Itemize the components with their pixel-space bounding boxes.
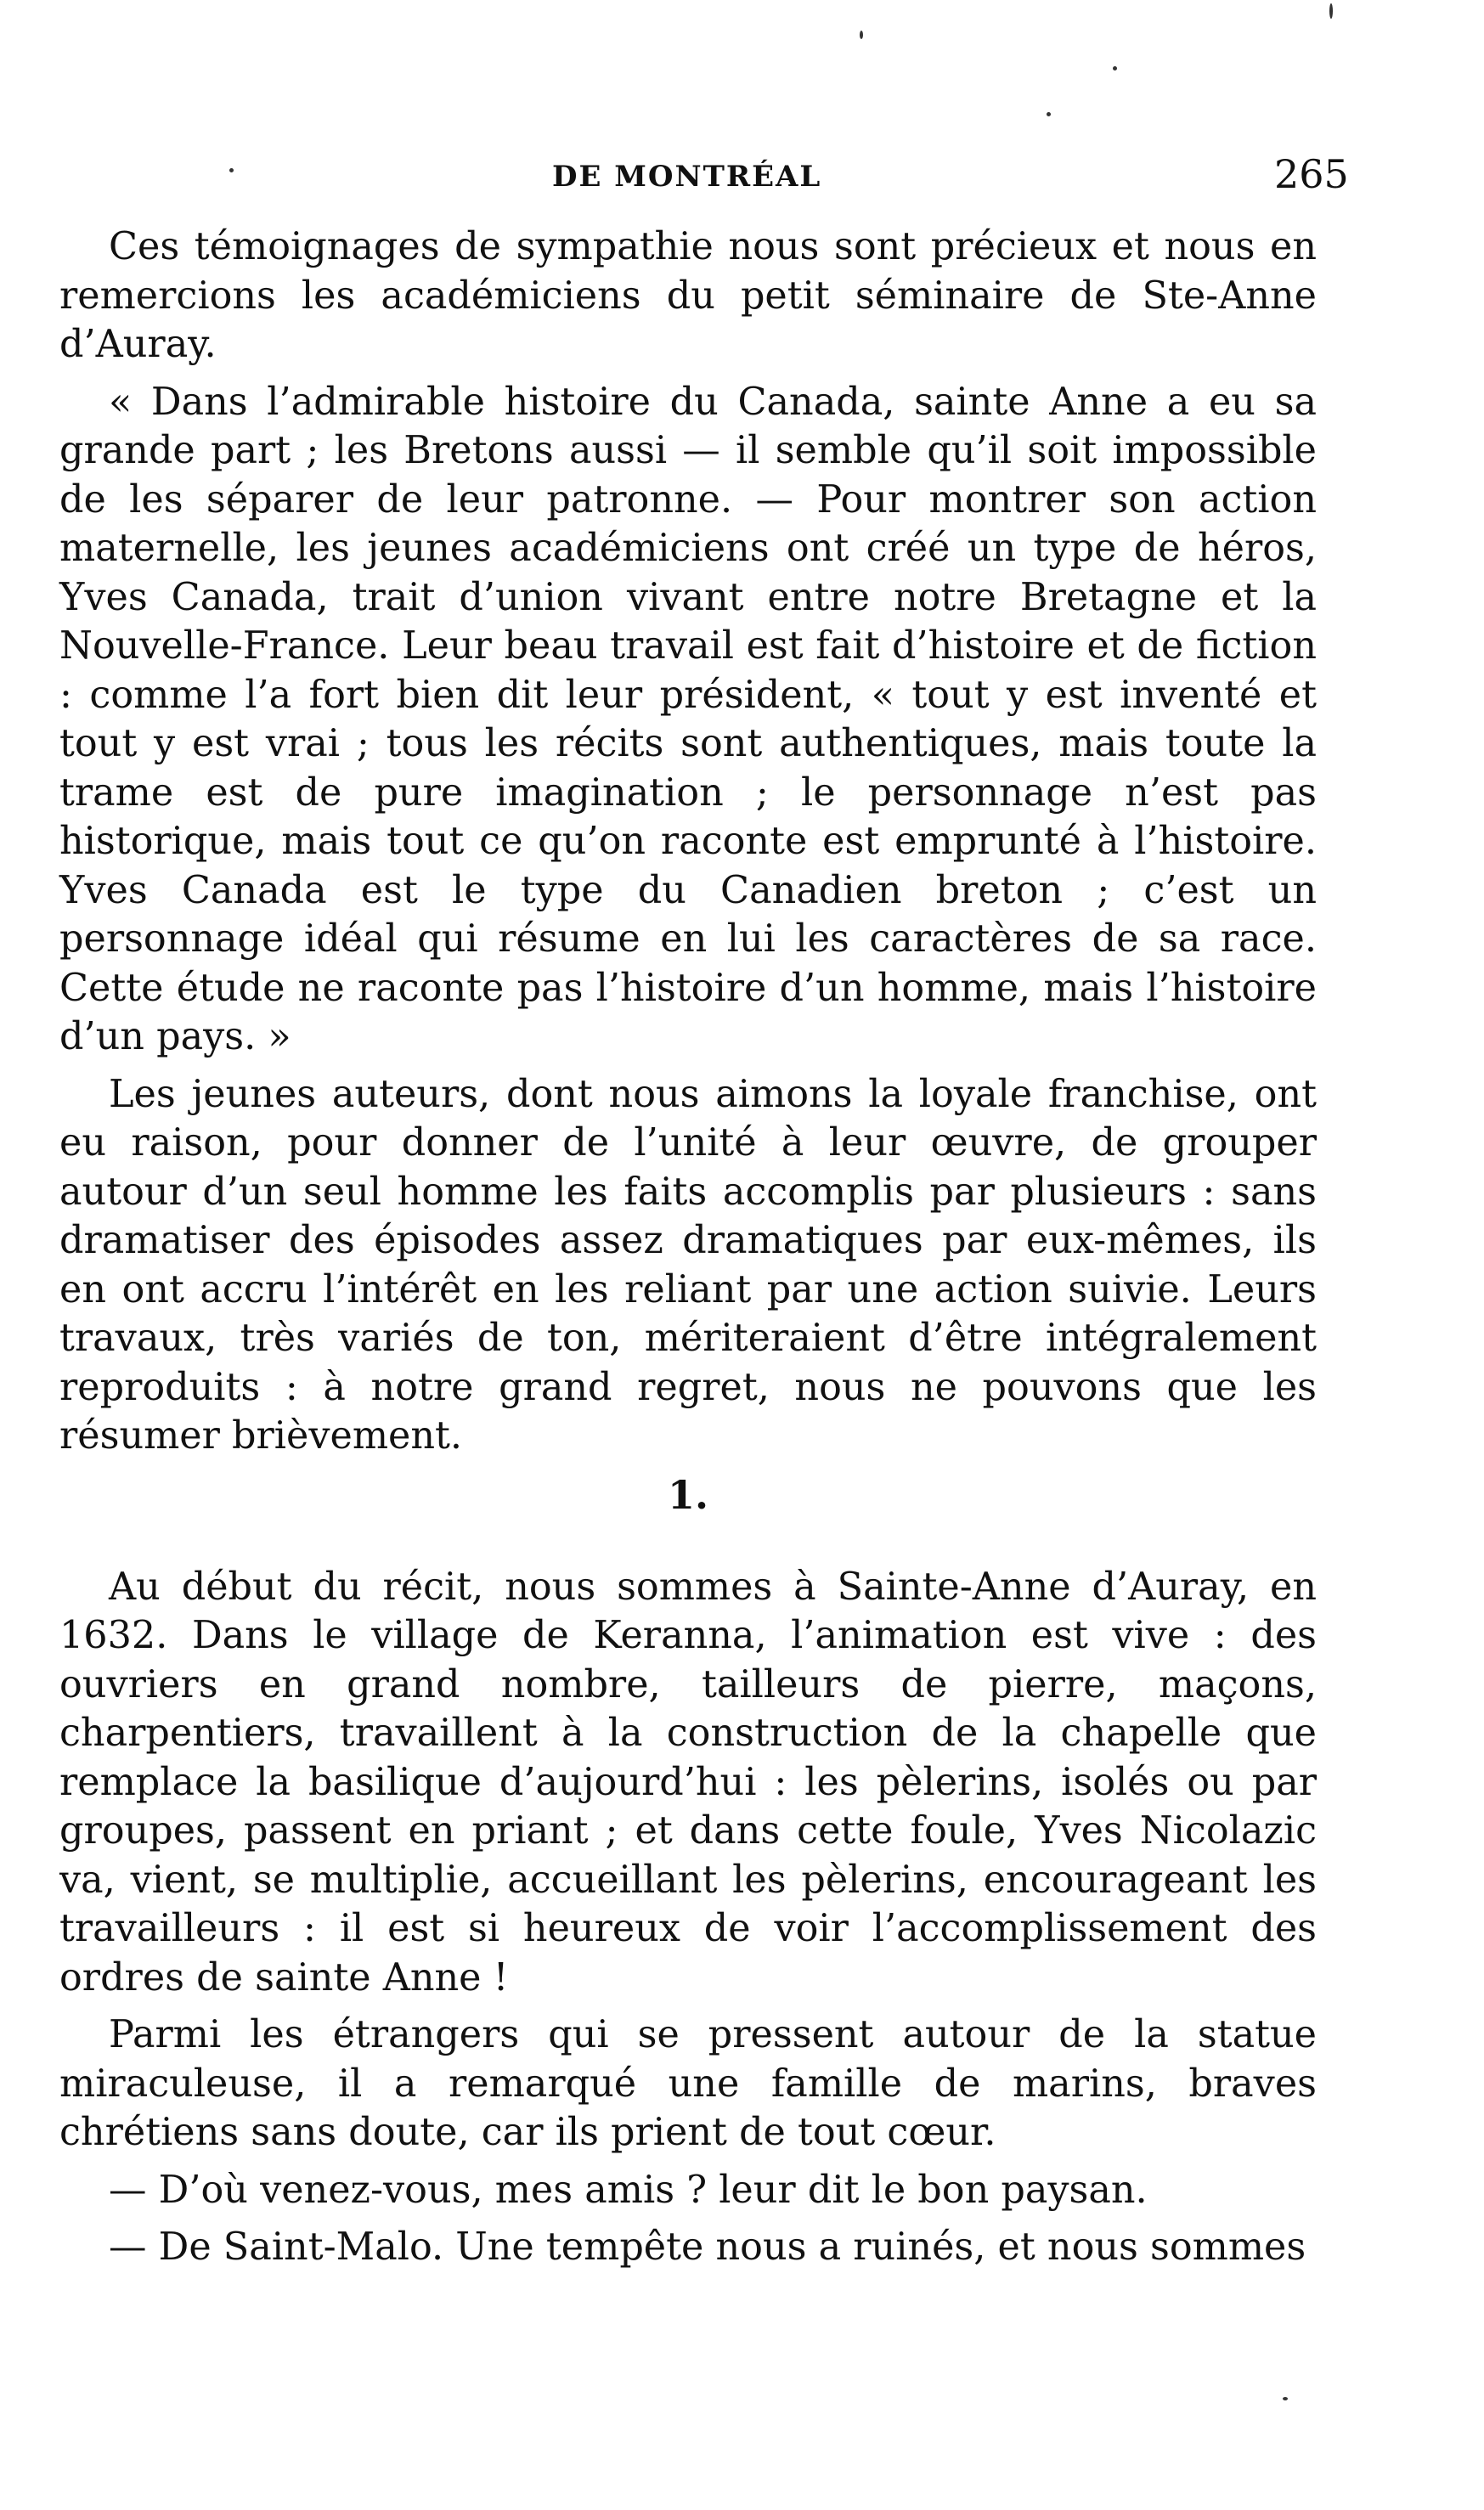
running-head	[0, 151, 1484, 202]
scan-speck	[1047, 112, 1051, 116]
dialogue-line: — De Saint-Malo. Une tempête nous a ruinés, et nous sommes	[109, 2225, 1306, 2269]
running-title: DE MONTRÉAL	[552, 160, 822, 194]
paragraph: Parmi les étrangers qui se pressent autour de la statue miraculeuse, il a remarqué une famille de marins, braves chrétiens sans doute, car ils prient de tout cœur.	[59, 2013, 1317, 2154]
page-number: 265	[1274, 151, 1349, 197]
body-text	[59, 223, 1317, 2281]
scan-speck	[1283, 2397, 1288, 2400]
section-number: 1.	[667, 1471, 709, 1518]
scan-speck	[1329, 3, 1333, 19]
scan-speck	[1113, 66, 1117, 71]
dialogue-line: — D’où venez-vous, mes amis ? leur dit le bon paysan.	[109, 2168, 1148, 2212]
paragraph: Au début du récit, nous sommes à Sainte-Anne d’Auray, en 1632. Dans le village de Keranna, l’animation est vive : des ouvriers en grand nombre, tailleurs de pierre, maçons, charpentiers, travaillent à la construction de la chapelle que remplace la basilique d’aujourd’hui : les pèlerins, isolés ou par groupes, passent en priant ; et dans cette foule, Yves Nicolazic va, vient, se multiplie, accueillant les pèlerins, encourageant les travailleurs : il est si heureux de voir l’accomplissement des ordres de sainte Anne !	[59, 1565, 1317, 2000]
paragraph: Les jeunes auteurs, dont nous aimons la loyale franchise, ont eu raison, pour donner de l’unité à leur œuvre, de grouper autour d’un seul homme les faits accomplis par plusieurs : sans dramatiser des épisodes assez dramatiques par eux-mêmes, ils en ont accru l’intérêt en les reliant par une action suivie. Leurs travaux, très variés de ton, mériteraient d’être intégralement reproduits : à notre grand regret, nous ne pouvons que les résumer brièvement.	[59, 1072, 1317, 1458]
paragraph: « Dans l’admirable histoire du Canada, sainte Anne a eu sa grande part ; les Bretons aussi — il semble qu’il soit impossible de les séparer de leur patronne. — Pour montrer son action maternelle, les jeunes académiciens ont créé un type de héros, Yves Canada, trait d’union vivant entre notre Bretagne et la Nouvelle-France. Leur beau travail est fait d’histoire et de fiction : comme l’a fort bien dit leur président, « tout y est inventé et tout y est vrai ; tous les récits sont authentiques, mais toute la trame est de pure imagination ; le personnage n’est pas historique, mais tout ce qu’on raconte est emprunté à l’histoire. Yves Canada est le type du Canadien breton ; c’est un personnage idéal qui résume en lui les caractères de sa race. Cette étude ne raconte pas l’histoire d’un homme, mais l’histoire d’un pays. »	[59, 380, 1317, 1058]
scan-speck	[860, 31, 863, 39]
paragraph: Ces témoignages de sympathie nous sont précieux et nous en remercions les académiciens du petit séminaire de Ste-Anne d’Auray.	[59, 225, 1317, 366]
scan-speck	[229, 168, 234, 172]
